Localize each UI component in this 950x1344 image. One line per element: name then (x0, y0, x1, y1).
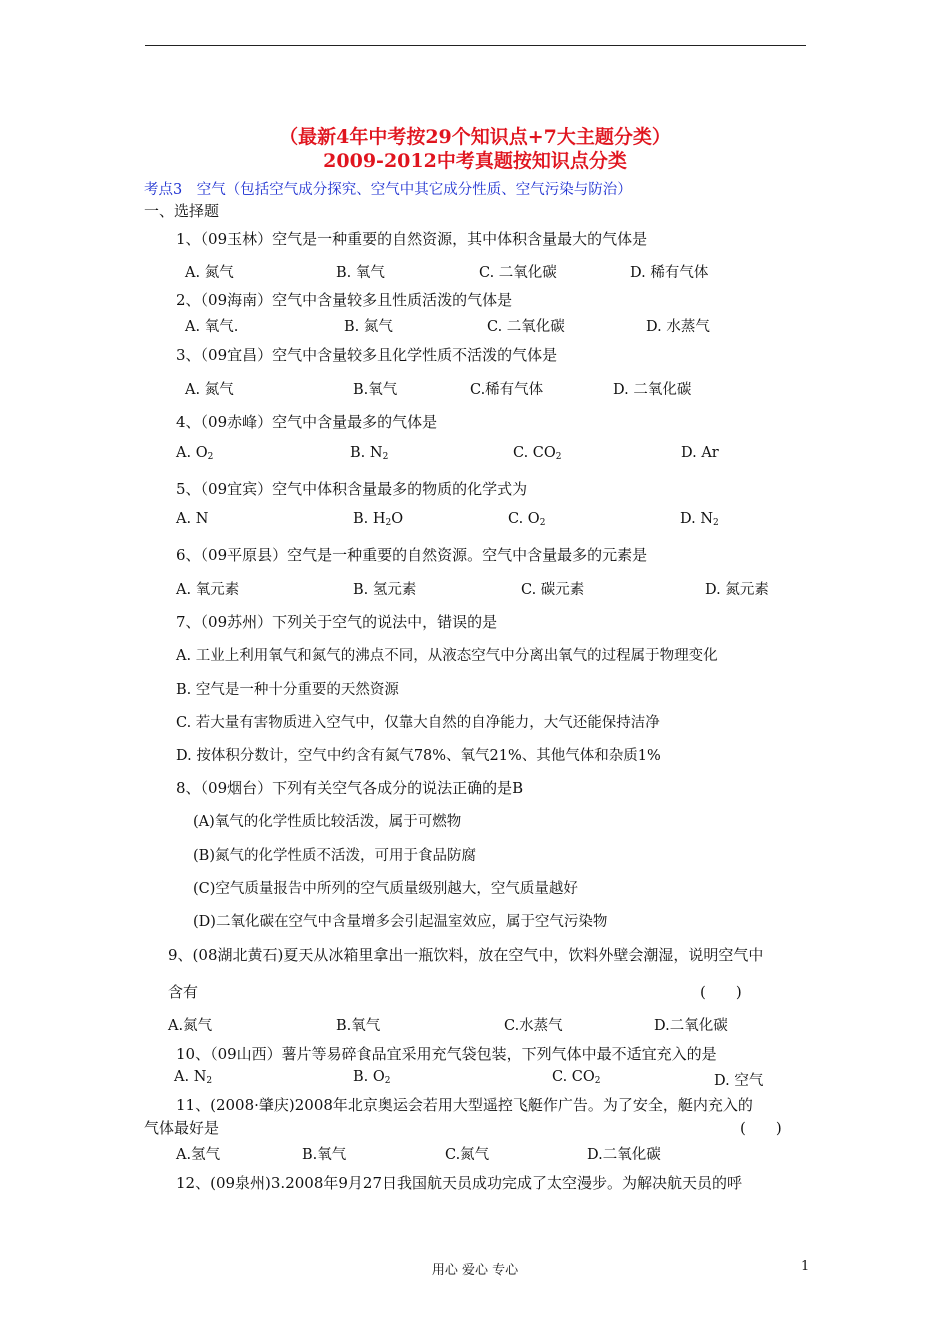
title-line-2: 2009-2012中考真题按知识点分类 (323, 150, 627, 172)
question-2-stem: 2、（09海南）空气中含量较多且性质活泼的气体是 (176, 291, 513, 309)
question-8-stem: 8、（09烟台）下列有关空气各成分的说法正确的是B (176, 779, 524, 797)
q6-option-c: C. 碳元素 (521, 582, 585, 598)
question-5-stem: 5、（09宜宾）空气中体积含量最多的物质的化学式为 (176, 480, 528, 498)
q11-option-c: C.氮气 (445, 1147, 490, 1163)
q7-option-c: C. 若大量有害物质进入空气中，仅靠大自然的自净能力，大气还能保持洁净 (176, 715, 660, 731)
q1-option-b: B. 氧气 (336, 265, 385, 281)
q10-option-c: C. $CO_2$ (552, 1069, 601, 1086)
q5-option-c: C. $O_2$ (508, 511, 546, 528)
question-3-stem: 3、（09宜昌）空气中含量较多且化学性质不活泼的气体是 (176, 346, 558, 364)
q3-option-c: C.稀有气体 (470, 382, 544, 398)
q4-option-d: D. Ar (681, 445, 719, 461)
q2-option-c: C. 二氧化碳 (487, 319, 565, 335)
q10-option-a: A. $N_2$ (174, 1069, 213, 1086)
question-6-stem: 6、（09平原县）空气是一种重要的自然资源。空气中含量最多的元素是 (176, 546, 648, 564)
q2-option-b: B. 氮气 (344, 319, 393, 335)
q3-option-b: B.氧气 (353, 382, 398, 398)
question-11-answer-blank: ( ) (740, 1119, 782, 1137)
q11-option-b: B.氧气 (302, 1147, 347, 1163)
question-9-answer-blank: ( ) (700, 983, 742, 1001)
question-4-stem: 4、（09赤峰）空气中含量最多的气体是 (176, 413, 438, 431)
question-12-stem: 12、(09泉州)3.2008年9月27日我国航天员成功完成了太空漫步。为解决航天员的呼 (176, 1174, 742, 1192)
q4-option-b: B. $N_2$ (350, 445, 389, 462)
q9-option-a: A.氮气 (168, 1018, 213, 1034)
q2-option-a: A. 氧气. (185, 319, 239, 335)
part-heading: 一、选择题 (144, 202, 220, 220)
q5-option-a: A. N (176, 511, 209, 527)
title-line-1: （最新4年中考按29个知识点+7大主题分类） (279, 126, 671, 148)
q6-option-a: A. 氧元素 (176, 582, 240, 598)
q11-option-d: D.二氧化碳 (587, 1147, 661, 1163)
q5-option-b: B. $H_2O$ (353, 511, 404, 528)
q8-option-c: (C)空气质量报告中所列的空气质量级别越大，空气质量越好 (193, 881, 578, 897)
q4-option-a: A. $O_2$ (176, 445, 214, 462)
q3-option-a: A. 氮气 (185, 382, 234, 398)
page-footer: 用心 爱心 专心 (431, 1263, 519, 1278)
q8-option-b: (B)氮气的化学性质不活泼，可用于食品防腐 (193, 848, 476, 864)
q7-option-d: D. 按体积分数计，空气中约含有氮气78%、氧气21%、其他气体和杂质1% (176, 748, 661, 764)
header-rule (145, 45, 806, 46)
q1-option-d: D. 稀有气体 (630, 265, 709, 281)
question-11-stem: 11、(2008·肇庆)2008年北京奥运会若用大型遥控飞艇作广告。为了安全，艇内充入的 (176, 1096, 753, 1114)
q3-option-d: D. 二氧化碳 (613, 382, 692, 398)
question-1-stem: 1、（09玉林）空气是一种重要的自然资源，其中体积含量最大的气体是 (176, 230, 648, 248)
q2-option-d: D. 水蒸气 (646, 319, 710, 335)
question-9-stem: 9、(08湖北黄石)夏天从冰箱里拿出一瓶饮料，放在空气中，饮料外壁会潮湿，说明空气中 (168, 946, 764, 964)
q6-option-b: B. 氢元素 (353, 582, 417, 598)
q1-option-c: C. 二氧化碳 (479, 265, 557, 281)
q7-option-b: B. 空气是一种十分重要的天然资源 (176, 682, 399, 698)
q10-option-d: D. 空气 (714, 1073, 764, 1089)
q11-option-a: A.氢气 (176, 1147, 221, 1163)
question-7-stem: 7、（09苏州）下列关于空气的说法中，错误的是 (176, 613, 498, 631)
q9-option-b: B.氧气 (336, 1018, 381, 1034)
q10-option-b: B. $O_2$ (353, 1069, 391, 1086)
q8-option-d: (D)二氧化碳在空气中含量增多会引起温室效应，属于空气污染物 (193, 914, 608, 930)
question-9-stem-continued: 含有 (168, 983, 199, 1001)
q5-option-d: D. $N_2$ (680, 511, 719, 528)
section-heading: 考点3 空气（包括空气成分探究、空气中其它成分性质、空气污染与防治） (144, 182, 632, 198)
q1-option-a: A. 氮气 (185, 265, 234, 281)
q9-option-d: D.二氧化碳 (654, 1018, 728, 1034)
q7-option-a: A. 工业上利用氧气和氮气的沸点不同，从液态空气中分离出氧气的过程属于物理变化 (176, 648, 718, 664)
q8-option-a: (A)氧气的化学性质比较活泼，属于可燃物 (193, 814, 462, 830)
q9-option-c: C.水蒸气 (504, 1018, 563, 1034)
question-11-stem-continued: 气体最好是 (144, 1119, 220, 1137)
page-number: 1 (801, 1259, 810, 1274)
q4-option-c: C. $CO_2$ (513, 445, 562, 462)
question-10-stem: 10、（09山西）薯片等易碎食品宜采用充气袋包装，下列气体中最不适宜充入的是 (176, 1045, 717, 1063)
q6-option-d: D. 氮元素 (705, 582, 769, 598)
